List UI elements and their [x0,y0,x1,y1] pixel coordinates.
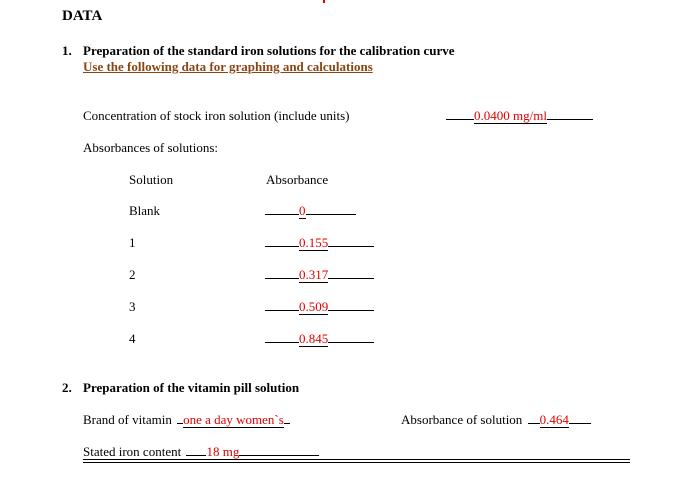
section2-heading: Preparation of the vitamin pill solution [83,380,300,395]
concentration-value: 0.0400 mg/ml [474,108,547,123]
section1-number: 1. [62,43,72,58]
solution-cell: 2 [129,267,136,282]
absorbance-answer [265,331,374,347]
absorbances-label: Absorbances of solutions: [83,140,219,155]
absorbance-value: 0 [299,203,306,218]
absorbance-value: 0.509 [299,299,329,314]
brand-row [83,412,290,428]
brand-label: Brand of vitamin [83,412,172,427]
absorbance-answer [265,299,374,315]
section2-number: 2. [62,380,72,395]
stated-iron-value: 18 mg [206,444,240,459]
absorbance-row [401,412,591,428]
absorbance-answer [265,203,356,219]
absorbance-solution-value: 0.464 [539,412,569,427]
brand-value: one a day women`s [183,412,284,427]
absorbance-value: 0.845 [299,331,329,346]
concentration-label: Concentration of stock iron solution (include units) [83,108,350,123]
concentration-answer [446,108,593,124]
solution-cell: 1 [129,235,136,250]
col-header-absorbance: Absorbance [266,172,329,187]
page-title: DATA [62,8,103,24]
divider-line [83,462,630,463]
absorbance-solution-label: Absorbance of solution [401,412,523,427]
solution-cell: Blank [129,203,161,218]
absorbance-answer [265,235,374,251]
col-header-solution: Solution [129,172,174,187]
solution-cell: 3 [129,299,136,314]
red-mark [323,0,325,3]
section1-heading: Preparation of the standard iron solutions for the calibration curve [83,43,455,58]
divider-line [83,459,630,460]
stated-row [83,444,319,460]
stated-iron-label: Stated iron content [83,444,182,459]
absorbance-value: 0.155 [299,235,329,250]
absorbance-value: 0.317 [299,267,329,282]
graphing-data-link[interactable]: Use the following data for graphing and calculations [83,59,373,74]
solution-cell: 4 [129,331,136,346]
absorbance-answer [265,267,374,283]
